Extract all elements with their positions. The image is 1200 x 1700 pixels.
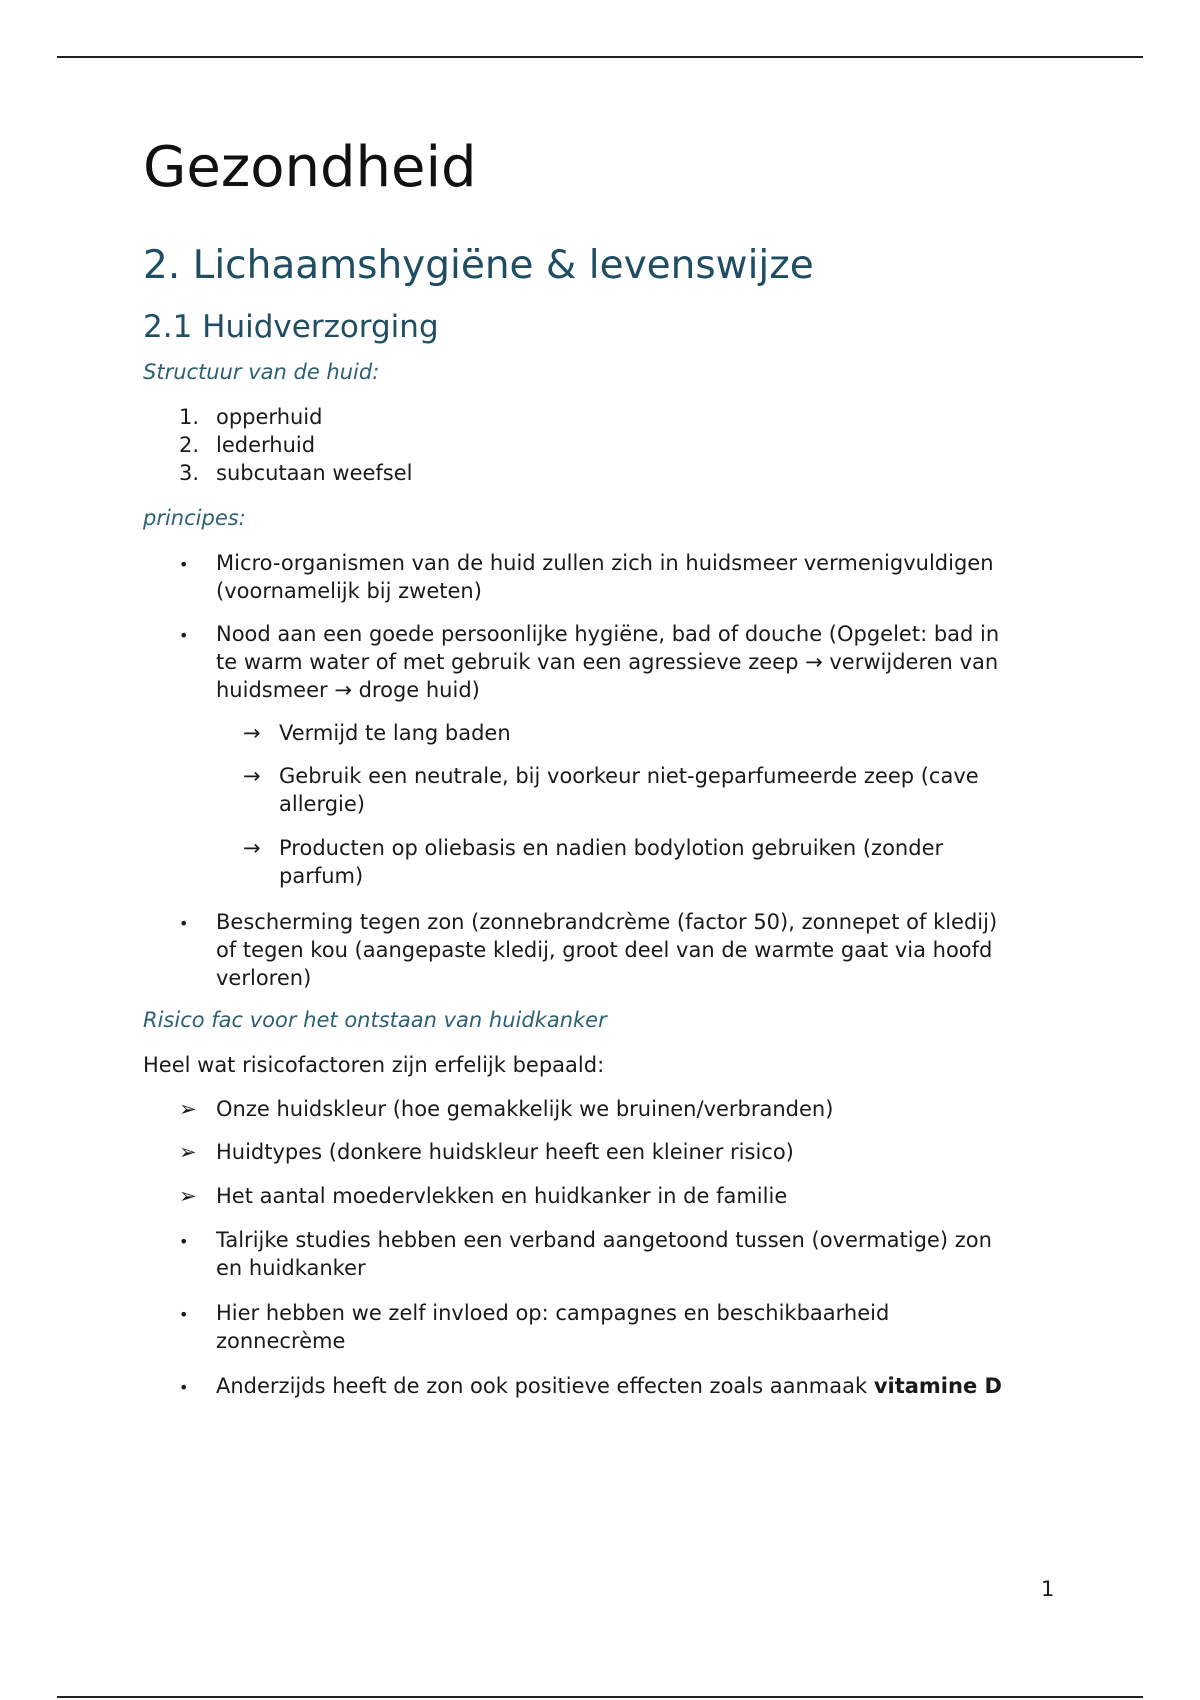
text-line: Nood aan een goede persoonlijke hygiëne, bad of douche (Opgelet: bad in: [216, 622, 1000, 646]
page-number: 1: [1041, 1577, 1055, 1601]
text-line: Producten op oliebasis en nadien bodylotion gebruiken (zonder: [279, 836, 944, 860]
arrow-right-icon: →: [243, 764, 261, 788]
bold-text: vitamine D: [873, 1374, 1002, 1398]
text-line: en huidkanker: [216, 1256, 366, 1280]
list-number: 3.: [179, 461, 200, 485]
triangle-bullet-icon: ➢: [179, 1184, 197, 1208]
arrow-right-icon: →: [243, 836, 261, 860]
text-line: Talrijke studies hebben een verband aangetoond tussen (overmatige) zon: [216, 1228, 992, 1252]
heading-huidverzorging: 2.1 Huidverzorging: [143, 309, 439, 345]
text-line: Bescherming tegen zon (zonnebrandcrème (factor 50), zonnepet of kledij): [216, 910, 998, 934]
bullet-glyph: •: [179, 1378, 189, 1397]
list-item: [216, 620, 999, 704]
text-line: huidsmeer → droge huid): [216, 678, 480, 702]
footer-rule: [57, 1696, 1143, 1698]
list-item: [279, 762, 979, 818]
risk-intro: Heel wat risicofactoren zijn erfelijk bepaald:: [143, 1053, 605, 1077]
text-line: Gebruik een neutrale, bij voorkeur niet-geparfumeerde zeep (cave: [279, 764, 979, 788]
list-item: opperhuid: [216, 405, 323, 429]
text-line: te warm water of met gebruik van een agressieve zeep → verwijderen van: [216, 650, 999, 674]
subheading-principes: principes:: [143, 506, 246, 530]
text-line: Vermijd te lang baden: [279, 721, 511, 745]
bullet-glyph: •: [179, 914, 189, 933]
bullet-icon: [179, 1226, 188, 1256]
text-line: verloren): [216, 966, 312, 990]
list-item: [216, 1226, 992, 1282]
list-number: 2.: [179, 433, 200, 457]
list-item: [216, 908, 997, 992]
text-line: Hier hebben we zelf invloed op: campagnes en beschikbaarheid: [216, 1301, 890, 1325]
list-item: [279, 719, 511, 747]
document-title: Gezondheid: [143, 135, 477, 200]
text-line: of tegen kou (aangepaste kledij, groot deel van de warmte gaat via hoofd: [216, 938, 993, 962]
list-item: lederhuid: [216, 433, 316, 457]
text-line: (voornamelijk bij zweten): [216, 579, 482, 603]
arrow-right-icon: →: [243, 721, 261, 745]
subheading-structuur: Structuur van de huid:: [143, 360, 380, 384]
bullet-glyph: •: [179, 626, 189, 645]
list-item: Onze huidskleur (hoe gemakkelijk we bruinen/verbranden): [216, 1097, 834, 1121]
bullet-icon: [179, 908, 188, 938]
triangle-bullet-icon: ➢: [179, 1140, 197, 1164]
bullet-glyph: •: [179, 1232, 189, 1251]
list-item: [216, 549, 994, 605]
list-item: [216, 1372, 1002, 1400]
triangle-bullet-icon: ➢: [179, 1097, 197, 1121]
bullet-icon: [179, 1299, 188, 1329]
text-line: parfum): [279, 864, 364, 888]
list-item: Het aantal moedervlekken en huidkanker in de familie: [216, 1184, 788, 1208]
text-line: allergie): [279, 792, 365, 816]
header-rule: [57, 56, 1143, 58]
subheading-risico: Risico fac voor het ontstaan van huidkanker: [143, 1008, 607, 1032]
list-item: [216, 1299, 889, 1355]
bullet-glyph: •: [179, 555, 189, 574]
heading-lichaamshygiene: 2. Lichaamshygiëne & levenswijze: [143, 243, 814, 288]
text-line: zonnecrème: [216, 1329, 346, 1353]
text-line: Micro-organismen van de huid zullen zich in huidsmeer vermenigvuldigen: [216, 551, 994, 575]
bullet-glyph: •: [179, 1305, 189, 1324]
bullet-icon: [179, 620, 188, 650]
list-item: Huidtypes (donkere huidskleur heeft een kleiner risico): [216, 1140, 794, 1164]
bullet-icon: [179, 1372, 188, 1402]
list-item: [279, 834, 943, 890]
list-item: subcutaan weefsel: [216, 461, 413, 485]
bullet-icon: [179, 549, 188, 579]
list-number: 1.: [179, 405, 200, 429]
text-run: Anderzijds heeft de zon ook positieve effecten zoals aanmaak: [216, 1374, 874, 1398]
